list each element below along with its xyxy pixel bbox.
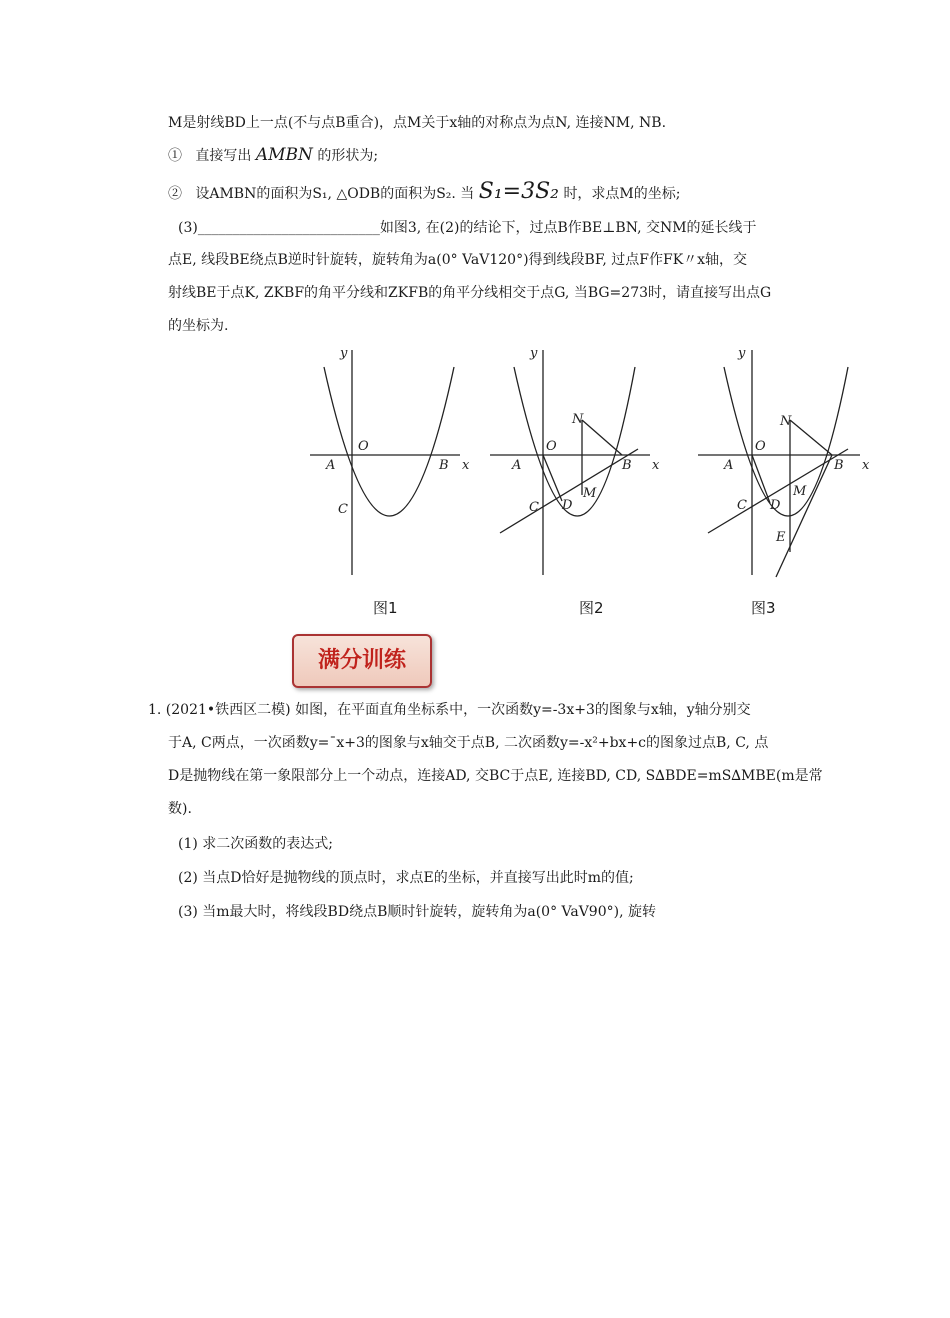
label-C: C (338, 502, 348, 517)
label-x: x (462, 458, 470, 473)
label-B: B (622, 458, 632, 473)
section-badge (292, 634, 432, 688)
problem-line-4: 数). (168, 801, 192, 817)
text-line-2 (168, 145, 378, 166)
label-y: y (340, 346, 348, 361)
figure-1-labels (325, 346, 470, 517)
question-1: (1) 求二次函数的表达式; (178, 836, 333, 852)
label-O: O (358, 439, 369, 454)
label-x: x (652, 458, 660, 473)
text-line-5: 点E, 线段BE绕点B逆时针旋转，旋转角为a(0° VaV120°)得到线段BF, 过点F作FK〃x轴，交 (168, 252, 748, 268)
label-y: y (530, 346, 538, 361)
text-line-7: 的坐标为. (168, 318, 229, 334)
parabola-curve (514, 367, 635, 516)
parabola-curve (324, 367, 454, 516)
segment-NB (582, 420, 622, 455)
label-B: B (439, 458, 449, 473)
text-line-4: (3)__________________________如图3, 在(2)的结论下，过点B作BE⊥BN, 交NM的延长线于 (178, 220, 757, 236)
text-line-3 (168, 179, 681, 204)
area-equation: S₁=3S₂ (478, 179, 559, 204)
label-M: M (583, 486, 597, 501)
label-x: x (862, 458, 870, 473)
label-D: D (562, 498, 573, 513)
label-N: N (572, 412, 584, 427)
problem-line-2: 于A, C两点，一次函数y=ˉx+3的图象与x轴交于点B, 二次函数y=-x²+bx+c的图象过点B, C, 点 (168, 735, 769, 751)
label-B: B (834, 458, 844, 473)
text: 设AMBN的面积为S₁, △ODB的面积为S₂. 当 (195, 186, 475, 202)
triangle-notation: AMBN (255, 145, 313, 165)
label-C: C (529, 500, 539, 515)
question-3: (3) 当m最大时，将线段BD绕点B顺时针旋转，旋转角为a(0° VaV90°), 旋转 (178, 904, 656, 920)
caption-figure-1: 图1 (373, 599, 398, 617)
circled-one: ① (168, 148, 182, 164)
label-C: C (737, 498, 747, 513)
text-line-6: 射线BE于点K, ZKBF的角平分线和ZKFB的角平分线相交于点G, 当BG=273时，请直接写出点G (168, 285, 772, 301)
caption-figure-3: 图3 (751, 599, 776, 617)
problem-line-1: 1. (2021•铁西区二模) 如图，在平面直角坐标系中，一次函数y=-3x+3的图象与x轴，y轴分别交 (148, 702, 751, 718)
label-M: M (793, 484, 807, 499)
label-A: A (512, 458, 522, 473)
segment-NB (790, 420, 832, 455)
question-2: (2) 当点D恰好是抛物线的顶点时，求点E的坐标，并直接写出此时m的值; (178, 870, 634, 886)
label-A: A (724, 458, 734, 473)
label-O: O (755, 439, 766, 454)
text: 的形状为; (317, 148, 379, 164)
badge-label: 满分训练 (317, 648, 406, 673)
label-A: A (326, 458, 336, 473)
label-y: y (738, 346, 746, 361)
text: 直接写出 (195, 148, 252, 164)
text: 时，求点M的坐标; (563, 186, 681, 202)
label-E: E (776, 530, 786, 545)
parabola-curve (724, 367, 848, 516)
caption-figure-2: 图2 (579, 599, 604, 617)
label-D: D (770, 498, 781, 513)
segment-OD (752, 455, 770, 503)
circled-two: ② (168, 186, 182, 202)
figure-2-labels (511, 346, 660, 515)
label-N: N (780, 414, 792, 429)
text-line-1: M是射线BD上一点(不与点B重合)，点M关于x轴的对称点为点N, 连接NM, NB. (168, 115, 667, 131)
figures-panel (300, 345, 890, 585)
label-O: O (546, 439, 557, 454)
problem-line-3: D是抛物线在第一象限部分上一个动点，连接AD, 交BC于点E, 连接BD, CD, S∆BDE=mS∆MBE(m是常 (168, 768, 823, 784)
